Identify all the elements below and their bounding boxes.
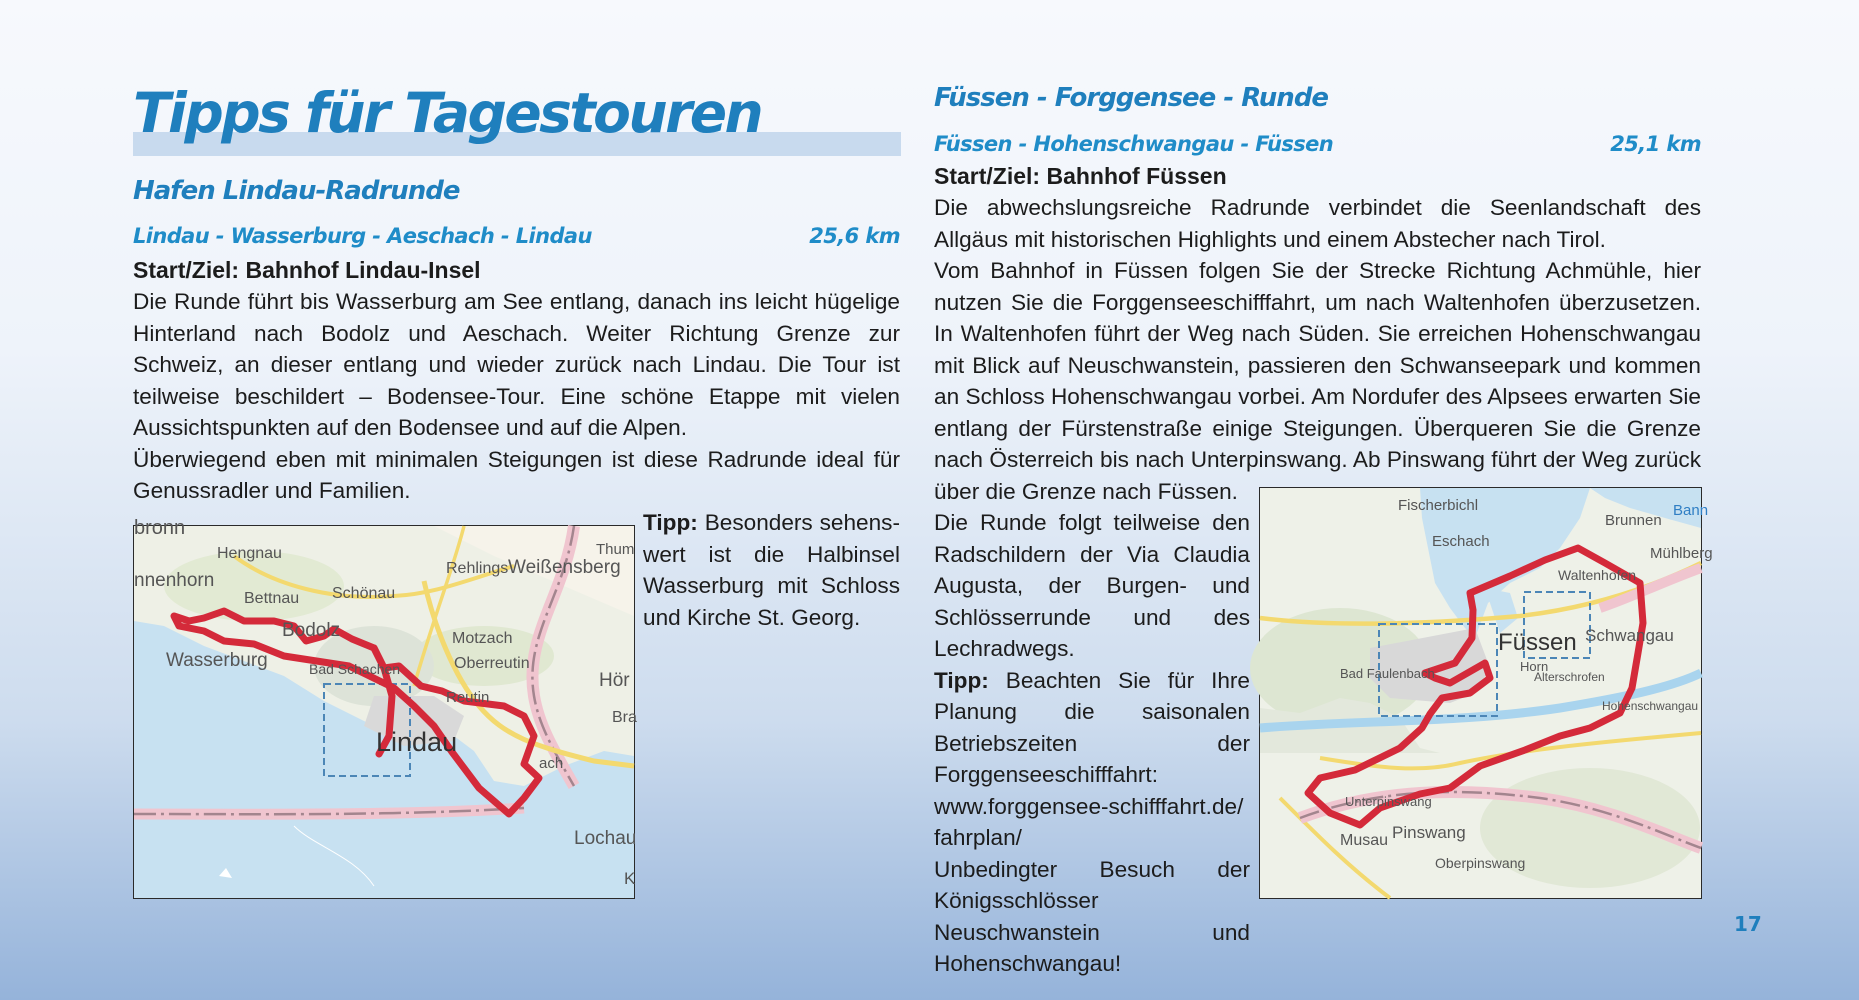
fuessen-map-graphic: [1260, 488, 1713, 898]
map-label: Oberpinswang: [1435, 855, 1526, 871]
right-route-name: Füssen - Hohenschwangau - Füssen: [934, 132, 1334, 156]
map-label: Musau: [1340, 832, 1389, 849]
map-label: Wasserburg: [166, 650, 268, 671]
map-label: Mühlberg: [1650, 545, 1713, 562]
page-number: 17: [1734, 912, 1762, 936]
map-label: Thum: [596, 541, 635, 558]
right-description: [934, 192, 1701, 507]
right-route-distance: 25,1 km: [1610, 132, 1701, 156]
left-tip-text: Besonders sehenswert ist die Halbinsel Wasserburg mit Schloss und Kirche St. Georg.: [643, 510, 901, 630]
map-label: Lindau: [376, 727, 458, 757]
map-label: Eschach: [1432, 533, 1490, 550]
map-label: Oberreutin: [454, 655, 530, 672]
left-description: [133, 286, 900, 507]
map-label: Bann: [1673, 502, 1709, 519]
lindau-map-graphic: [134, 517, 637, 898]
right-paragraph-3: Die Runde folgt teilweise den Radschildern der Via Claudia Augusta, der Burgen- und Schlösserrunde und des Lechradwegs.: [934, 510, 1250, 661]
map-label: Bodolz: [282, 620, 341, 641]
map-label: Alterschrofen: [1534, 670, 1605, 684]
map-label: Schwangau: [1585, 626, 1674, 645]
right-paragraph-2: Vom Bahnhof in Füssen folgen Sie der Strecke Richtung Achmühle, hier nutzen Sie die Forggenseeschifffahrt, um nach Waltenhofen überzusetzen. In Waltenhofen führt der Weg nach Süden. Sie erreichen Hohenschwangau mit Blick auf Neuschwanstein, passieren den Schwanseepark und kommen an Schloss Hohenschwangau vorbei. Am Nordufer des Alpsees erwarten Sie entlang der Fürstenstraße einige Steigungen. Überqueren Sie die Grenze nach Österreich bis nach Unterpinswang. Ab Pinswang führt der Weg zurück über die Grenze nach Füssen.: [934, 258, 1701, 504]
map-label: Bad Faulenbach: [1340, 666, 1435, 681]
lindau-route-map: [133, 517, 637, 899]
right-tip-text: Beachten Sie für Ihre Planung die saisonalen Betriebszeiten der Forggenseeschifffahrt:: [934, 667, 1250, 787]
ferry-schedule-url-1: www.forggensee-schifffahrt.de/: [934, 793, 1244, 819]
right-route-row: [934, 132, 1701, 156]
map-label: Horn: [1520, 659, 1549, 674]
map-label: Hohenschwangau: [1602, 699, 1699, 713]
map-label: Motzach: [452, 630, 513, 647]
left-tip-label: Tipp:: [643, 510, 698, 535]
right-closing: Unbedingter Besuch der Königsschlösser Neuschwanstein und Hohenschwangau!: [934, 856, 1250, 976]
map-label: Brunnen: [1605, 512, 1662, 529]
right-paragraph-1: Die abwechslungsreiche Radrunde verbindet die Seenlandschaft des Allgäus mit historischen Highlights und einem Abstecher nach Tirol.: [934, 195, 1701, 252]
map-label: Bra: [612, 709, 637, 726]
left-route-name: Lindau - Wasserburg - Aeschach - Lindau: [133, 224, 592, 248]
map-label: Pinswang: [1392, 823, 1466, 842]
left-route-row: [133, 224, 900, 248]
left-tour-heading: Hafen Lindau-Radrunde: [133, 176, 460, 206]
right-tour-heading: Füssen - Forggensee - Runde: [934, 83, 1329, 113]
left-tip: [643, 507, 900, 633]
map-label: Bettnau: [244, 590, 300, 607]
map-label: Rehlings: [446, 560, 509, 577]
page-title: Tipps für Tagestouren: [133, 81, 762, 145]
map-label: Fischerbichl: [1398, 497, 1479, 514]
map-label: Waltenhofen: [1558, 567, 1637, 583]
right-tip-label: Tipp:: [934, 667, 989, 693]
map-label: Unterpinswang: [1345, 794, 1432, 809]
right-start-finish: Start/Ziel: Bahnhof Füssen: [934, 163, 1227, 189]
map-label: Hör: [599, 670, 630, 691]
map-label: Lochau: [574, 828, 637, 849]
map-label: Bad Schachen: [309, 661, 401, 677]
right-notes: [934, 507, 1250, 980]
map-label: ach: [539, 755, 564, 772]
map-label: Füssen: [1498, 629, 1577, 656]
map-label: bronn: [134, 517, 186, 539]
map-label: Hengnau: [217, 545, 282, 562]
map-label: Reutin: [446, 689, 490, 706]
left-paragraph-1: Die Runde führt bis Wasserburg am See entlang, danach ins leicht hügelige Hinterland nach Bodolz und Aeschach. Weiter Richtung Grenze zur Schweiz, an dieser entlang und wieder zurück nach Lindau. Die Tour ist teilweise beschildert – Bodensee-Tour. Eine schöne Etappe mit vielen Aussichtspunkten auf den Bodensee und auf die Alpen.: [133, 289, 900, 440]
map-label: K: [624, 869, 636, 888]
ferry-schedule-url-2: fahrplan/: [934, 825, 1022, 850]
map-label: nnenhorn: [134, 570, 215, 591]
map-label: Weißensberg: [508, 557, 621, 578]
left-route-distance: 25,6 km: [809, 224, 900, 248]
fuessen-route-map: [1259, 487, 1713, 899]
left-paragraph-2: Überwiegend eben mit minimalen Steigungen ist diese Radrunde ideal für Genussradler und Familien.: [133, 446, 900, 503]
left-start-finish: Start/Ziel: Bahnhof Lindau-Insel: [133, 257, 481, 283]
map-label: Schönau: [332, 585, 396, 602]
